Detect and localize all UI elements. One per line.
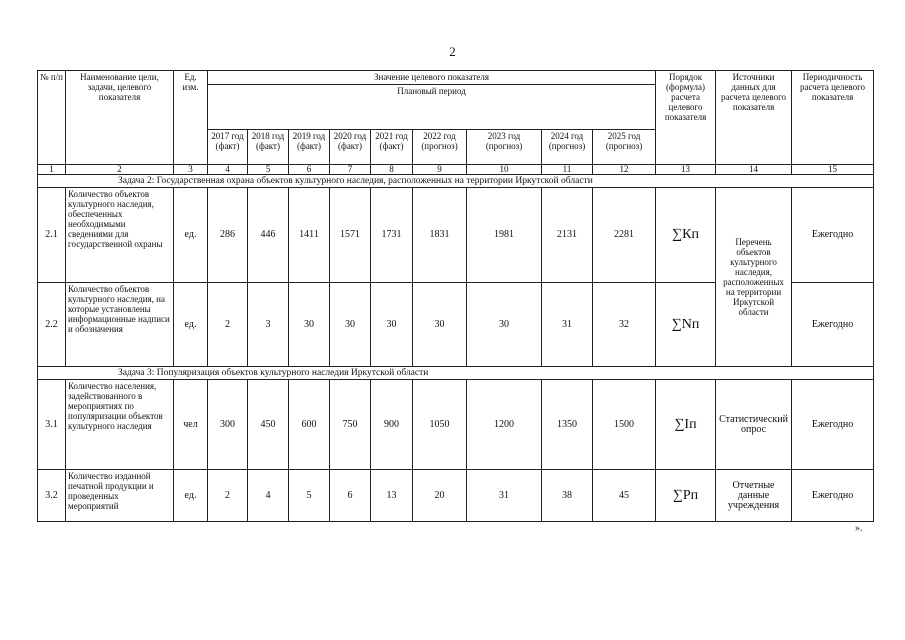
row-number: 2.2 [38, 283, 66, 367]
value-cell: 900 [371, 380, 413, 470]
value-cell: 2 [208, 470, 248, 522]
task-3-title: Задача 3: Популяризация объектов культурного наследия Иркутской области [38, 367, 874, 380]
value-cell: 32 [593, 283, 656, 367]
column-number: 7 [330, 165, 371, 175]
value-cell: 1200 [467, 380, 542, 470]
value-cell: 13 [371, 470, 413, 522]
formula-cell: ∑Nп [656, 283, 716, 367]
year-header: 2017 год (факт) [208, 130, 248, 165]
unit-cell: ед. [174, 188, 208, 283]
row-number: 3.2 [38, 470, 66, 522]
value-cell: 1571 [330, 188, 371, 283]
table-row [38, 380, 874, 470]
header-value: Значение целевого показателя [208, 71, 656, 85]
value-cell: 1050 [413, 380, 467, 470]
value-cell: 1981 [467, 188, 542, 283]
column-number: 4 [208, 165, 248, 175]
header-formula: Порядок (формула) расчета целевого показателя [656, 71, 716, 165]
column-number: 10 [467, 165, 542, 175]
row-number: 2.1 [38, 188, 66, 283]
year-header: 2018 год (факт) [248, 130, 289, 165]
column-number: 8 [371, 165, 413, 175]
year-header: 2024 год (прогноз) [542, 130, 593, 165]
formula-cell: ∑Кп [656, 188, 716, 283]
value-cell: 31 [467, 470, 542, 522]
period-cell: Ежегодно [792, 380, 874, 470]
value-cell: 30 [371, 283, 413, 367]
column-number: 13 [656, 165, 716, 175]
value-cell: 30 [330, 283, 371, 367]
indicator-name: Количество населения, задействованного в мероприятиях по популяризации объектов культурного наследия [66, 380, 174, 470]
column-number: 2 [66, 165, 174, 175]
value-cell: 30 [467, 283, 542, 367]
value-cell: 450 [248, 380, 289, 470]
header-source: Источники данных для расчета целевого показателя [716, 71, 792, 165]
value-cell: 2281 [593, 188, 656, 283]
value-cell: 4 [248, 470, 289, 522]
unit-cell: чел [174, 380, 208, 470]
year-header: 2019 год (факт) [289, 130, 330, 165]
header-unit: Ед. изм. [174, 71, 208, 165]
column-number: 9 [413, 165, 467, 175]
indicator-name: Количество изданной печатной продукции и проведенных мероприятий [66, 470, 174, 522]
value-cell: 286 [208, 188, 248, 283]
value-cell: 6 [330, 470, 371, 522]
column-number: 5 [248, 165, 289, 175]
value-cell: 1350 [542, 380, 593, 470]
year-header: 2022 год (прогноз) [413, 130, 467, 165]
header-no: № п/п [38, 71, 66, 165]
value-cell: 1411 [289, 188, 330, 283]
column-number-row [38, 165, 874, 175]
value-cell: 30 [413, 283, 467, 367]
value-cell: 300 [208, 380, 248, 470]
table-row [38, 470, 874, 522]
value-cell: 31 [542, 283, 593, 367]
value-cell: 1831 [413, 188, 467, 283]
column-number: 14 [716, 165, 792, 175]
value-cell: 1500 [593, 380, 656, 470]
value-cell: 446 [248, 188, 289, 283]
formula-cell: ∑Рп [656, 470, 716, 522]
year-header: 2020 год (факт) [330, 130, 371, 165]
formula-cell: ∑Iп [656, 380, 716, 470]
source-cell: Отчетные данные учреждения [716, 470, 792, 522]
source-cell: Перечень объектов культурного наследия, расположенных на территории Иркутской области [716, 188, 792, 367]
column-number: 15 [792, 165, 874, 175]
value-cell: 600 [289, 380, 330, 470]
value-cell: 38 [542, 470, 593, 522]
value-cell: 5 [289, 470, 330, 522]
year-header: 2021 год (факт) [371, 130, 413, 165]
header-period: Периодичность расчета целевого показателя [792, 71, 874, 165]
value-cell: 20 [413, 470, 467, 522]
period-cell: Ежегодно [792, 188, 874, 283]
page-number: 2 [449, 44, 456, 59]
value-cell: 2131 [542, 188, 593, 283]
header-plan: Плановый период [208, 85, 656, 130]
column-number: 6 [289, 165, 330, 175]
indicator-name: Количество объектов культурного наследия, обеспеченных необходимыми сведениями для государственной охраны [66, 188, 174, 283]
task-2-title: Задача 2: Государственная охрана объектов культурного наследия, расположенных на территории Иркутской области [38, 175, 874, 188]
value-cell: 45 [593, 470, 656, 522]
column-number: 3 [174, 165, 208, 175]
value-cell: 3 [248, 283, 289, 367]
value-cell: 1731 [371, 188, 413, 283]
header-name: Наименование цели, задачи, целевого показателя [66, 71, 174, 165]
year-header: 2023 год (прогноз) [467, 130, 542, 165]
unit-cell: ед. [174, 470, 208, 522]
row-number: 3.1 [38, 380, 66, 470]
indicator-name: Количество объектов культурного наследия, на которые установлены информационные надписи и обозначения [66, 283, 174, 367]
period-cell: Ежегодно [792, 470, 874, 522]
indicator-table [37, 70, 874, 522]
value-cell: 2 [208, 283, 248, 367]
unit-cell: ед. [174, 283, 208, 367]
closing-mark: ». [855, 523, 863, 534]
year-header: 2025 год (прогноз) [593, 130, 656, 165]
table-row [38, 188, 874, 283]
period-cell: Ежегодно [792, 283, 874, 367]
column-number: 1 [38, 165, 66, 175]
value-cell: 30 [289, 283, 330, 367]
value-cell: 750 [330, 380, 371, 470]
column-number: 12 [593, 165, 656, 175]
column-number: 11 [542, 165, 593, 175]
source-cell: Статистический опрос [716, 380, 792, 470]
